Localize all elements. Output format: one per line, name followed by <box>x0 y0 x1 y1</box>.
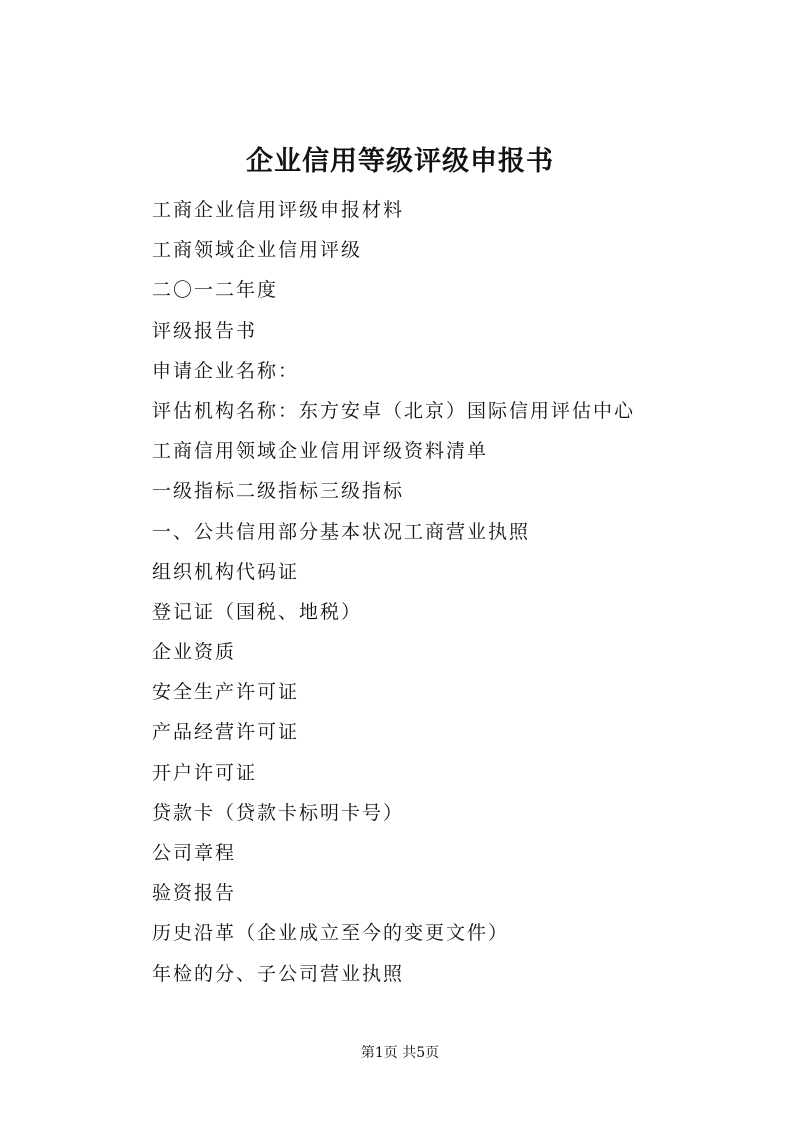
body-line: 工商企业信用评级申报材料 <box>152 199 405 221</box>
body-line: 组织机构代码证 <box>152 560 300 583</box>
body-line: 安全生产许可证 <box>152 681 300 704</box>
body-line: 评估机构名称：东方安卓（北京）国际信用评估中心 <box>152 399 636 422</box>
body-line: 工商信用领域企业信用评级资料清单 <box>152 440 489 463</box>
body-line: 工商领域企业信用评级 <box>152 239 363 262</box>
body-line: 公司章程 <box>152 842 237 864</box>
document-title: 企业信用等级评级申报书 <box>246 146 554 177</box>
body-line: 二〇一二年度 <box>152 279 279 302</box>
document-body <box>152 190 752 994</box>
body-line: 年检的分、子公司营业执照 <box>152 962 405 985</box>
body-line: 验资报告 <box>152 882 237 905</box>
body-line: 贷款卡（贷款卡标明卡号） <box>152 801 405 824</box>
body-line: 登记证（国税、地税） <box>152 600 363 623</box>
body-line: 申请企业名称： <box>152 359 300 382</box>
body-line: 一级指标二级指标三级指标 <box>152 480 405 503</box>
body-line: 评级报告书 <box>152 319 258 342</box>
body-line: 历史沿革（企业成立至今的变更文件） <box>152 922 510 945</box>
page-footer: 第1页 共5页 <box>360 1045 440 1061</box>
body-line: 企业资质 <box>152 641 237 664</box>
body-line: 产品经营许可证 <box>152 721 300 744</box>
body-line: 一、公共信用部分基本状况工商营业执照 <box>152 520 531 543</box>
body-line: 开户许可证 <box>152 761 258 784</box>
